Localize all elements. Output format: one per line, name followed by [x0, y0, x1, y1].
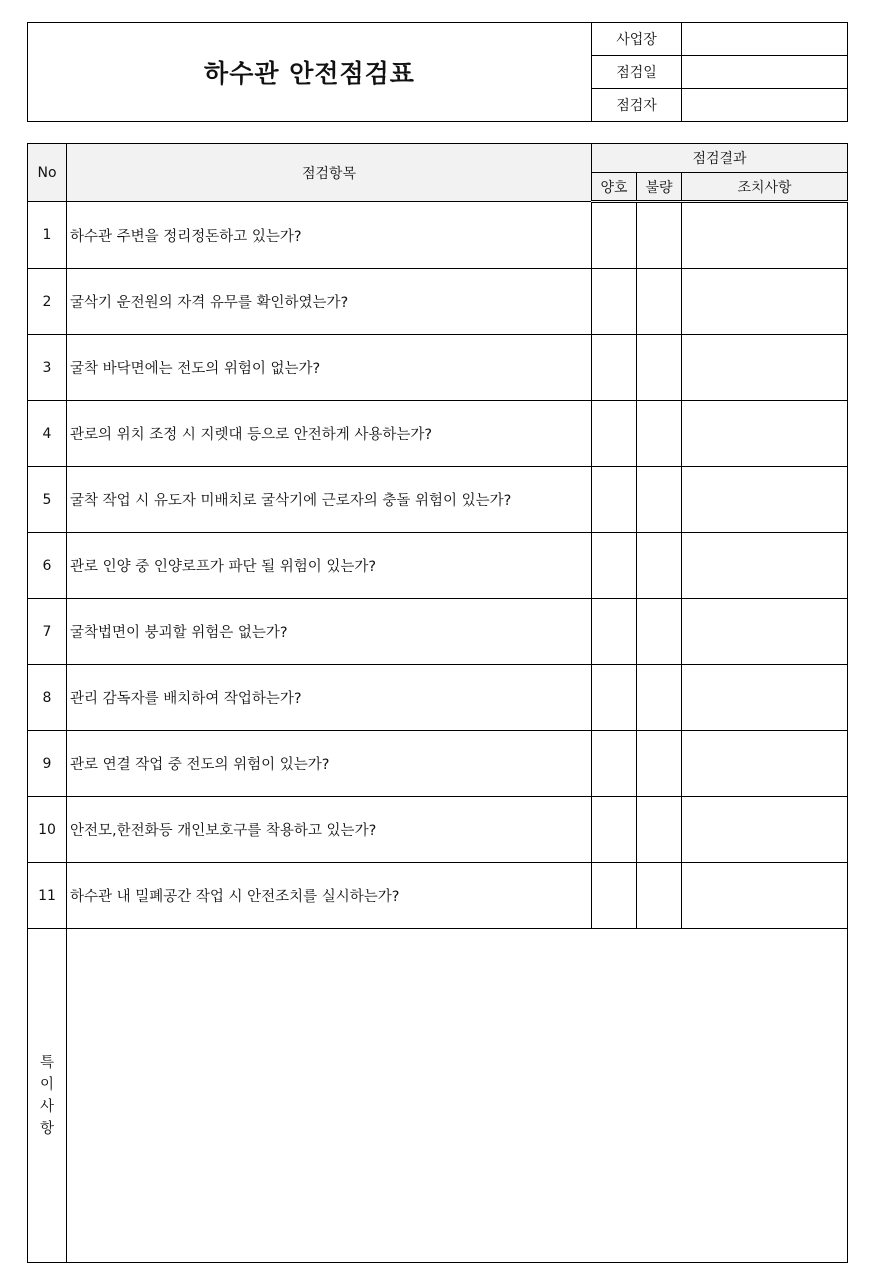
- header-table: [27, 22, 848, 122]
- remarks-label: [28, 929, 67, 1263]
- check-item: 하수관 내 밀폐공간 작업 시 안전조치를 실시하는가?: [67, 863, 592, 929]
- bad-cell[interactable]: [637, 863, 682, 929]
- good-cell[interactable]: [592, 533, 637, 599]
- site-label: 사업장: [592, 23, 682, 56]
- remarks-label-char: 항: [39, 1120, 54, 1137]
- good-cell[interactable]: [592, 401, 637, 467]
- inspection-date-label: 점검일: [592, 56, 682, 89]
- bad-cell[interactable]: [637, 533, 682, 599]
- table-row: [28, 533, 848, 599]
- action-cell[interactable]: [682, 401, 848, 467]
- check-item: 관리 감독자를 배치하여 작업하는가?: [67, 665, 592, 731]
- check-item: 관로의 위치 조정 시 지렛대 등으로 안전하게 사용하는가?: [67, 401, 592, 467]
- row-number: 2: [28, 269, 67, 335]
- action-cell[interactable]: [682, 797, 848, 863]
- row-number: 9: [28, 731, 67, 797]
- action-cell[interactable]: [682, 599, 848, 665]
- inspection-date-field[interactable]: [682, 56, 848, 89]
- good-cell[interactable]: [592, 269, 637, 335]
- table-row: [28, 863, 848, 929]
- table-row: [28, 269, 848, 335]
- good-cell[interactable]: [592, 467, 637, 533]
- action-cell[interactable]: [682, 269, 848, 335]
- row-number: 7: [28, 599, 67, 665]
- table-row: [28, 401, 848, 467]
- row-number: 3: [28, 335, 67, 401]
- good-cell[interactable]: [592, 665, 637, 731]
- inspector-label: 점검자: [592, 89, 682, 122]
- good-cell[interactable]: [592, 599, 637, 665]
- table-row: [28, 665, 848, 731]
- bad-cell[interactable]: [637, 797, 682, 863]
- bad-cell[interactable]: [637, 467, 682, 533]
- bad-cell[interactable]: [637, 401, 682, 467]
- action-cell[interactable]: [682, 202, 848, 269]
- check-item: 관로 연결 작업 중 전도의 위험이 있는가?: [67, 731, 592, 797]
- bad-cell[interactable]: [637, 269, 682, 335]
- table-row: [28, 202, 848, 269]
- check-item: 굴착 바닥면에는 전도의 위험이 없는가?: [67, 335, 592, 401]
- check-item: 굴착 작업 시 유도자 미배치로 굴삭기에 근로자의 충돌 위험이 있는가?: [67, 467, 592, 533]
- action-cell[interactable]: [682, 533, 848, 599]
- action-cell[interactable]: [682, 863, 848, 929]
- good-cell[interactable]: [592, 863, 637, 929]
- col-header-item: 점검항목: [67, 144, 592, 202]
- page-title: 하수관 안전점검표: [28, 23, 592, 122]
- bad-cell[interactable]: [637, 731, 682, 797]
- remarks-label-char: 사: [39, 1098, 54, 1115]
- row-number: 6: [28, 533, 67, 599]
- action-cell[interactable]: [682, 731, 848, 797]
- bad-cell[interactable]: [637, 599, 682, 665]
- bad-cell[interactable]: [637, 335, 682, 401]
- remarks-label-char: 이: [39, 1076, 54, 1093]
- col-header-good: 양호: [592, 173, 637, 202]
- row-number: 4: [28, 401, 67, 467]
- bad-cell[interactable]: [637, 202, 682, 269]
- inspector-field[interactable]: [682, 89, 848, 122]
- bad-cell[interactable]: [637, 665, 682, 731]
- good-cell[interactable]: [592, 202, 637, 269]
- row-number: 11: [28, 863, 67, 929]
- check-item: 굴착법면이 붕괴할 위험은 없는가?: [67, 599, 592, 665]
- check-item: 관로 인양 중 인양로프가 파단 될 위험이 있는가?: [67, 533, 592, 599]
- action-cell[interactable]: [682, 665, 848, 731]
- row-number: 1: [28, 202, 67, 269]
- action-cell[interactable]: [682, 467, 848, 533]
- table-row: [28, 797, 848, 863]
- site-field[interactable]: [682, 23, 848, 56]
- good-cell[interactable]: [592, 731, 637, 797]
- check-item: 굴삭기 운전원의 자격 유무를 확인하였는가?: [67, 269, 592, 335]
- remarks-label-char: 특: [39, 1054, 54, 1071]
- check-item: 안전모,한전화등 개인보호구를 착용하고 있는가?: [67, 797, 592, 863]
- good-cell[interactable]: [592, 797, 637, 863]
- row-number: 10: [28, 797, 67, 863]
- col-header-bad: 불량: [637, 173, 682, 202]
- remarks-row: [28, 929, 848, 1263]
- table-row: [28, 731, 848, 797]
- table-row: [28, 335, 848, 401]
- check-item: 하수관 주변을 정리정돈하고 있는가?: [67, 202, 592, 269]
- action-cell[interactable]: [682, 335, 848, 401]
- remarks-field[interactable]: [67, 929, 848, 1263]
- row-number: 5: [28, 467, 67, 533]
- col-header-no: No: [28, 144, 67, 202]
- table-row: [28, 467, 848, 533]
- checklist-table: [27, 143, 848, 1263]
- col-header-result: 점검결과: [592, 144, 848, 173]
- row-number: 8: [28, 665, 67, 731]
- col-header-action: 조치사항: [682, 173, 848, 202]
- table-row: [28, 599, 848, 665]
- good-cell[interactable]: [592, 335, 637, 401]
